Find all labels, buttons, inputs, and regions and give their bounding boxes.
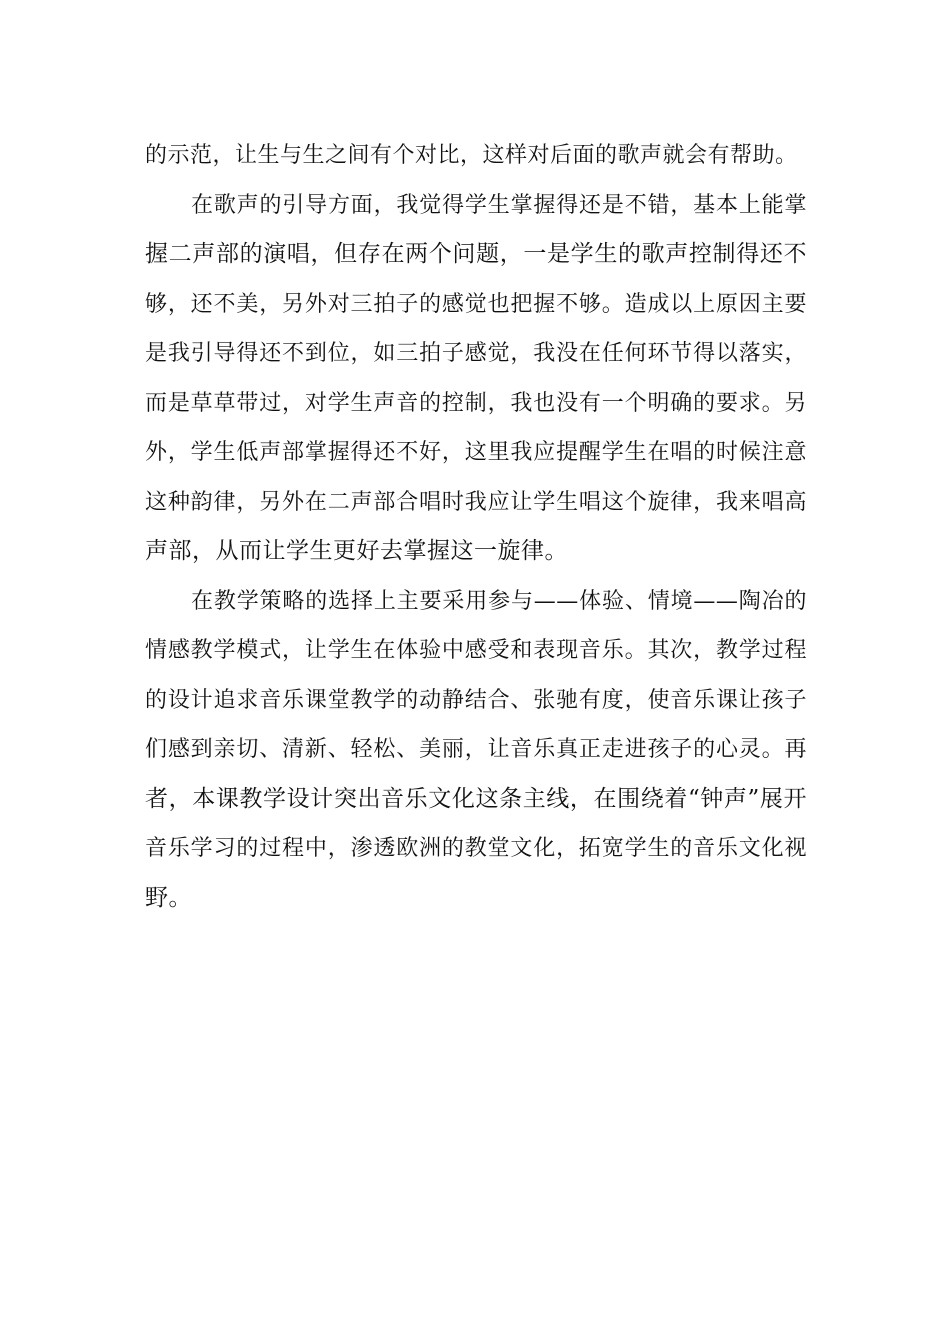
text-line: 在教学策略的选择上主要采用参与——体验、情境——陶冶的	[191, 588, 807, 614]
text-line: 野。	[145, 884, 192, 911]
text-line: 够，还不美，另外对三拍子的感觉也把握不够。造成以上原因主要	[145, 291, 807, 317]
text-line: 是我引导得还不到位，如三拍子感觉，我没在任何环节得以落实，	[145, 341, 807, 366]
text-line: 这种韵律，另外在二声部合唱时我应让学生唱这个旋律，我来唱高	[145, 489, 807, 515]
text-line: 们感到亲切、清新、轻松、美丽，让音乐真正走进孩子的心灵。再	[145, 737, 807, 762]
text-line: 声部，从而让学生更好去掌握这一旋律。	[145, 538, 568, 564]
document-body	[145, 131, 807, 923]
text-line: 在歌声的引导方面，我觉得学生掌握得还是不错，基本上能掌	[191, 192, 807, 218]
text-line: 音乐学习的过程中，渗透欧洲的教堂文化，拓宽学生的音乐文化视	[145, 836, 807, 861]
text-line: 的设计追求音乐课堂教学的动静结合、张驰有度，使音乐课让孩子	[145, 687, 807, 713]
text-line: 外，学生低声部掌握得还不好，这里我应提醒学生在唱的时候注意	[145, 440, 807, 465]
text-line: 握二声部的演唱，但存在两个问题，一是学生的歌声控制得还不	[145, 241, 807, 267]
text-line: 者，本课教学设计突出音乐文化这条主线，在围绕着“钟声”展开	[145, 785, 807, 812]
text-line: 情感教学模式，让学生在体验中感受和表现音乐。其次，教学过程	[145, 638, 807, 663]
text-line: 的示范，让生与生之间有个对比，这样对后面的歌声就会有帮助。	[145, 143, 798, 168]
text-line: 而是草草带过，对学生声音的控制，我也没有一个明确的要求。另	[145, 390, 807, 416]
